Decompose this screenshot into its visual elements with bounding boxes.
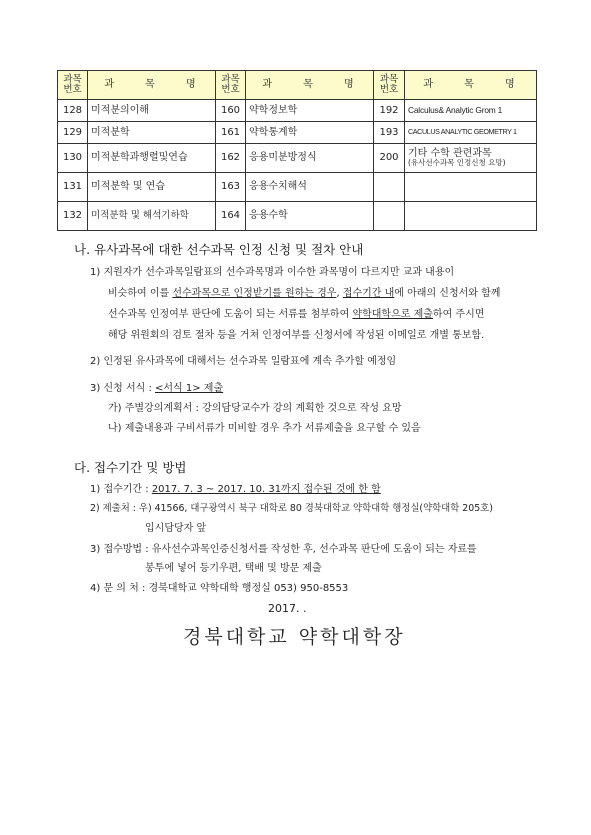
course-name: 미적분학 및 해석기하학 <box>88 202 216 231</box>
course-name <box>405 173 537 202</box>
course-number: 129 <box>58 122 88 144</box>
signature-dean: 경북대학교 약학대학장 <box>183 626 406 648</box>
course-number: 193 <box>374 122 405 144</box>
course-number <box>374 173 405 202</box>
course-name: 기타 수학 관련과목 <box>408 147 492 159</box>
course-number <box>374 202 405 231</box>
paragraph-line: 2) 인정된 유사과목에 대해서는 선수과목 일람표에 계속 추가할 예정임 <box>90 356 397 367</box>
header-course-number: 과목 번호 <box>216 71 246 100</box>
section-title-similar-courses: 나. 유사과목에 대한 선수과목 인정 신청 및 절차 안내 <box>74 242 364 257</box>
course-name: 응용수치해석 <box>246 173 374 202</box>
table-row <box>58 100 537 122</box>
application-period-line: 1) 접수기간 : 2017. 7. 3 ~ 2017. 10. 31까지 접수된 것에 한 함 <box>90 484 381 495</box>
course-number: 128 <box>58 100 88 122</box>
application-form-line: 3) 신청 서식 : <서식 1> 제출 <box>90 383 224 394</box>
table-row <box>58 202 537 231</box>
paragraph-line: 봉투에 넣어 등기우편, 택배 및 방문 제출 <box>145 563 322 574</box>
paragraph-line: 선수과목 인정여부 판단에 도움이 되는 서류를 첨부하여 약학대학으로 제출하여 주시면 <box>108 309 485 320</box>
course-number: 131 <box>58 173 88 202</box>
course-number: 163 <box>216 173 246 202</box>
course-name: 미적분의이해 <box>88 100 216 122</box>
course-number: 130 <box>58 144 88 173</box>
submission-address-line: 2) 제출처 : 우) 41566, 대구광역시 북구 대학로 80 경북대학교 약학대학 행정실(약학대학 205호) <box>90 503 493 514</box>
course-number: 132 <box>58 202 88 231</box>
section-title-application-period: 다. 접수기간 및 방법 <box>74 460 187 475</box>
course-number: 161 <box>216 122 246 144</box>
course-number: 160 <box>216 100 246 122</box>
submission-method-line: 3) 접수방법 : 유사선수과목인증신청서를 작성한 후, 선수과목 판단에 도움이 되는 자료를 <box>90 544 477 555</box>
course-name: CACULUS ANALYTIC GEOMETRY 1 <box>405 122 537 144</box>
course-name: 약학정보학 <box>246 100 374 122</box>
paragraph-line: 해당 위원회의 검토 절차 등을 거쳐 인정여부를 신청서에 작성된 이메일로 개별 통보함. <box>108 330 485 341</box>
paragraph-line: 비슷하여 이를 선수과목으로 인정받기를 원하는 경우, 접수기간 내에 아래의 신청서와 함께 <box>108 288 501 299</box>
course-number: 200 <box>374 144 405 173</box>
course-name: 응용미분방정식 <box>246 144 374 173</box>
header-course-number: 과목 번호 <box>58 71 88 100</box>
contact-line: 4) 문 의 처 : 경북대학교 약학대학 행정실 053) 950-8553 <box>90 583 349 594</box>
course-name: Calculus& Analytic Grom 1 <box>405 100 537 122</box>
header-course-name: 과 목 명 <box>405 71 537 100</box>
course-name <box>405 202 537 231</box>
paragraph-line: 가) 주별강의계획서 : 강의담당교수가 강의 계획한 것으로 작성 요망 <box>108 403 402 414</box>
course-name: 미적분학 및 연습 <box>88 173 216 202</box>
table-row <box>58 144 537 173</box>
course-name: 응용수학 <box>246 202 374 231</box>
paragraph-line: 나) 제출내용과 구비서류가 미비할 경우 추가 서류제출을 요구할 수 있음 <box>108 423 421 434</box>
course-name-other <box>405 144 537 173</box>
course-note: (유사선수과목 인정신청 요망) <box>408 158 506 168</box>
table-row <box>58 122 537 144</box>
course-name: 약학통계학 <box>246 122 374 144</box>
header-course-name: 과 목 명 <box>246 71 374 100</box>
header-course-name: 과 목 명 <box>88 71 216 100</box>
course-number: 164 <box>216 202 246 231</box>
prerequisite-course-table <box>57 70 537 231</box>
course-number: 192 <box>374 100 405 122</box>
paragraph-line: 입시담당자 앞 <box>145 523 207 534</box>
paragraph-line: 1) 지원자가 선수과목일람표의 선수과목명과 이수한 과목명이 다르지만 교과 내용이 <box>90 267 455 278</box>
header-course-number: 과목 번호 <box>374 71 405 100</box>
course-number: 162 <box>216 144 246 173</box>
signature-date: 2017. . <box>268 602 307 615</box>
course-name: 미적분학 <box>88 122 216 144</box>
course-name: 미적분학과행렬및연습 <box>88 144 216 173</box>
table-header-row <box>58 71 537 100</box>
table-row <box>58 173 537 202</box>
